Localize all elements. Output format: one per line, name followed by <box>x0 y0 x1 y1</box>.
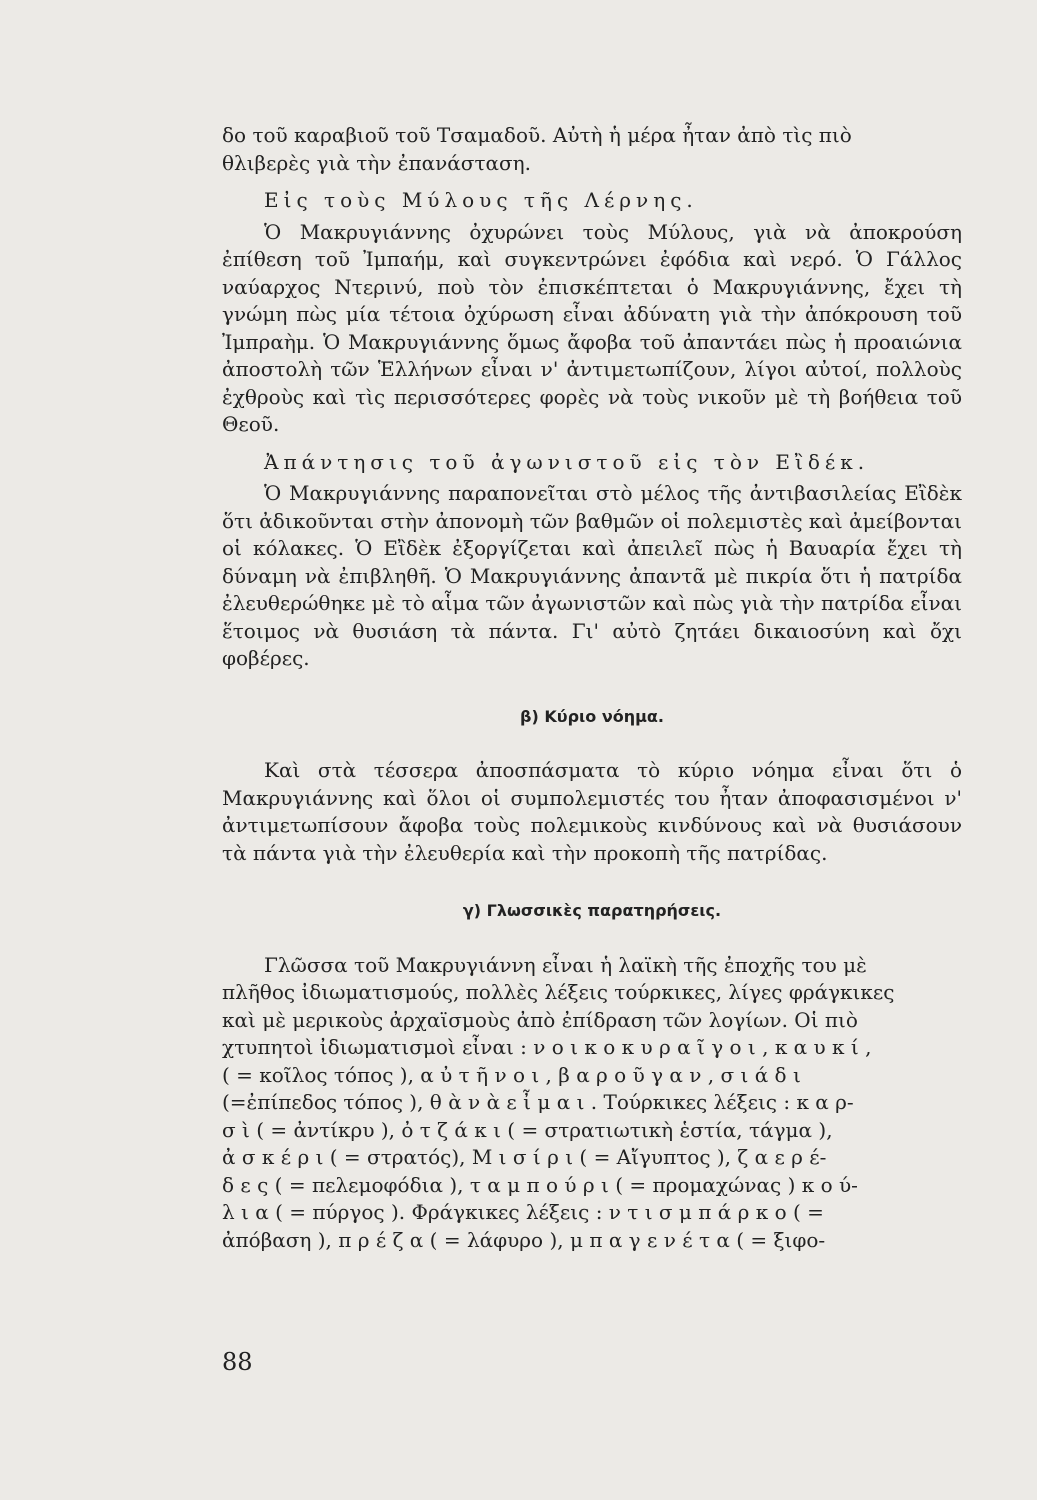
section-title-mylous: Εἰς τοὺς Μύλους τῆς Λέρνης. <box>264 188 698 212</box>
continuation-text <box>222 122 962 177</box>
paragraph-kyrio-noima: Καὶ στὰ τέσσερα ἀποσπάσματα τὸ κύριο νόημα εἶναι ὅτι ὁ Μακρυγιάννης καὶ ὅλοι οἱ συμπολεμιστές του ἦταν ἀποφασισμένοι ν' ἀντιμετωπίσουν ἄφοβα τοὺς πολεμικοὺς κινδύνους καὶ νὰ θυσιάσουν τὰ πάντα γιὰ τὴν ἐλευθερία καὶ τὴν προκοπὴ τῆς πατρίδας. <box>222 758 962 865</box>
heading-glossikes-paratiriseis: γ) Γλωσσικὲς παρατηρήσεις. <box>462 901 722 920</box>
text-line: δ ε ς ( = πελεμοφόδια ), τ α μ π ο ύ ρ ι ( = προμαχώνας ) κ ο ύ- <box>222 1172 858 1197</box>
page-number: 88 <box>222 1348 253 1376</box>
text-line: Γλῶσσα τοῦ Μακρυγιάννη εἶναι ἡ λαϊκὴ τῆς ἐποχῆς του μὲ <box>264 952 867 977</box>
text-line: ἀ σ κ έ ρ ι ( = στρατός), Μ ι σ ί ρ ι ( = Αἴγυπτος ), ζ α ε ρ έ- <box>222 1145 827 1169</box>
text-line: θλιβερὲς γιὰ τὴν ἐπανάσταση. <box>222 150 532 175</box>
text-line: σ ὶ ( = ἀντίκρυ ), ὀ τ ζ ά κ ι ( = στρατιωτικὴ ἑστία, τάγμα ), <box>222 1117 833 1142</box>
paragraph-mylous: Ὁ Μακρυγιάννης ὀχυρώνει τοὺς Μύλους, γιὰ νὰ ἀποκρούση ἐπίθεση τοῦ Ἰμπαήμ, καὶ συγκεντρώνει ἐφόδια καὶ νερό. Ὁ Γάλλος ναύαρχος Ντερινύ, ποὺ τὸν ἐπισκέπτεται ὁ Μακρυγιάννης, ἔχει τὴ γνώμη πὼς μία τέτοια ὀχύρωση εἶναι ἀδύνατη γιὰ τὴν ἀπόκρουση τοῦ Ἰμπραὴμ. Ὁ Μακρυγιάννης ὅμως ἄφοβα τοῦ ἀπαντάει πὼς ἡ προαιώνια ἀποστολὴ τῶν Ἑλλήνων εἶναι ν' ἀντιμετωπίζουν, λίγοι αὐτοί, πολλοὺς ἐχθροὺς καὶ τὶς περισσότερες φορὲς νὰ τοὺς νικοῦν μὲ τὴ βοήθεια τοῦ Θεοῦ. <box>222 219 962 436</box>
text-line: ἀπόβαση ), π ρ έ ζ α ( = λάφυρο ), μ π α γ ε ν έ τ α ( = ξιφο- <box>222 1227 826 1252</box>
text-line: λ ι α ( = πύργος ). Φράγκικες λέξεις : ν τ ι σ μ π ά ρ κ ο ( = <box>222 1200 824 1224</box>
paragraph-glossikes <box>222 952 962 1255</box>
text-line: καὶ μὲ μερικοὺς ἀρχαϊσμοὺς ἀπὸ ἐπίδραση τῶν λογίων. Οἱ πιὸ <box>222 1007 858 1032</box>
text-line: δο τοῦ καραβιοῦ τοῦ Τσαμαδοῦ. Αὐτὴ ἡ μέρα ἦταν ἀπὸ τὶς πιὸ <box>222 123 852 147</box>
heading-kyrio-noima: β) Κύριο νόημα. <box>520 706 664 726</box>
paragraph-apantisis: Ὁ Μακρυγιάννης παραπονεῖται στὸ μέλος τῆς ἀντιβασιλείας Εἲδὲκ ὅτι ἀδικοῦνται στὴν ἀπονομὴ τῶν βαθμῶν οἱ πολεμιστὲς καὶ ἀμείβονται οἱ κόλακες. Ὁ Εἲδὲκ ἐξοργίζεται καὶ ἀπειλεῖ πὼς ἡ Βαυαρία ἔχει τὴ δύναμη νὰ ἐπιβληθῆ. Ὁ Μακρυγιάννης ἀπαντᾶ μὲ πικρία ὅτι ἡ πατρίδα ἐλευθερώθηκε μὲ τὸ αἷμα τῶν ἀγωνιστῶν καὶ πὼς γιὰ τὴν πατρίδα εἶναι ἕτοιμος νὰ θυσιάση τὰ πάντα. Γι' αὐτὸ ζητάει δικαιοσύνη καὶ ὄχι φοβέρες. <box>222 481 962 670</box>
text-line: (=ἐπίπεδος τόπος ), θ ὰ ν ὰ ε ἶ μ α ι . Τούρκικες λέξεις : κ α ρ- <box>222 1090 854 1114</box>
section-title-apantisis: Ἀπάντησις τοῦ ἀγωνιστοῦ εἰς τὸν Εἲδέκ. <box>264 449 870 474</box>
text-line: πλῆθος ἰδιωματισμούς, πολλὲς λέξεις τούρκικες, λίγες φράγκικες <box>222 980 895 1004</box>
page-body <box>222 122 962 1254</box>
text-line: χτυπητοὶ ἰδιωματισμοὶ εἶναι : ν ο ι κ ο κ υ ρ α ῖ γ ο ι , κ α υ κ ί , <box>222 1035 872 1059</box>
text-line: ( = κοῖλος τόπος ), α ὐ τ ῆ ν ο ι , β α ρ ο ῦ γ α ν , σ ι ά δ ι <box>222 1062 801 1087</box>
